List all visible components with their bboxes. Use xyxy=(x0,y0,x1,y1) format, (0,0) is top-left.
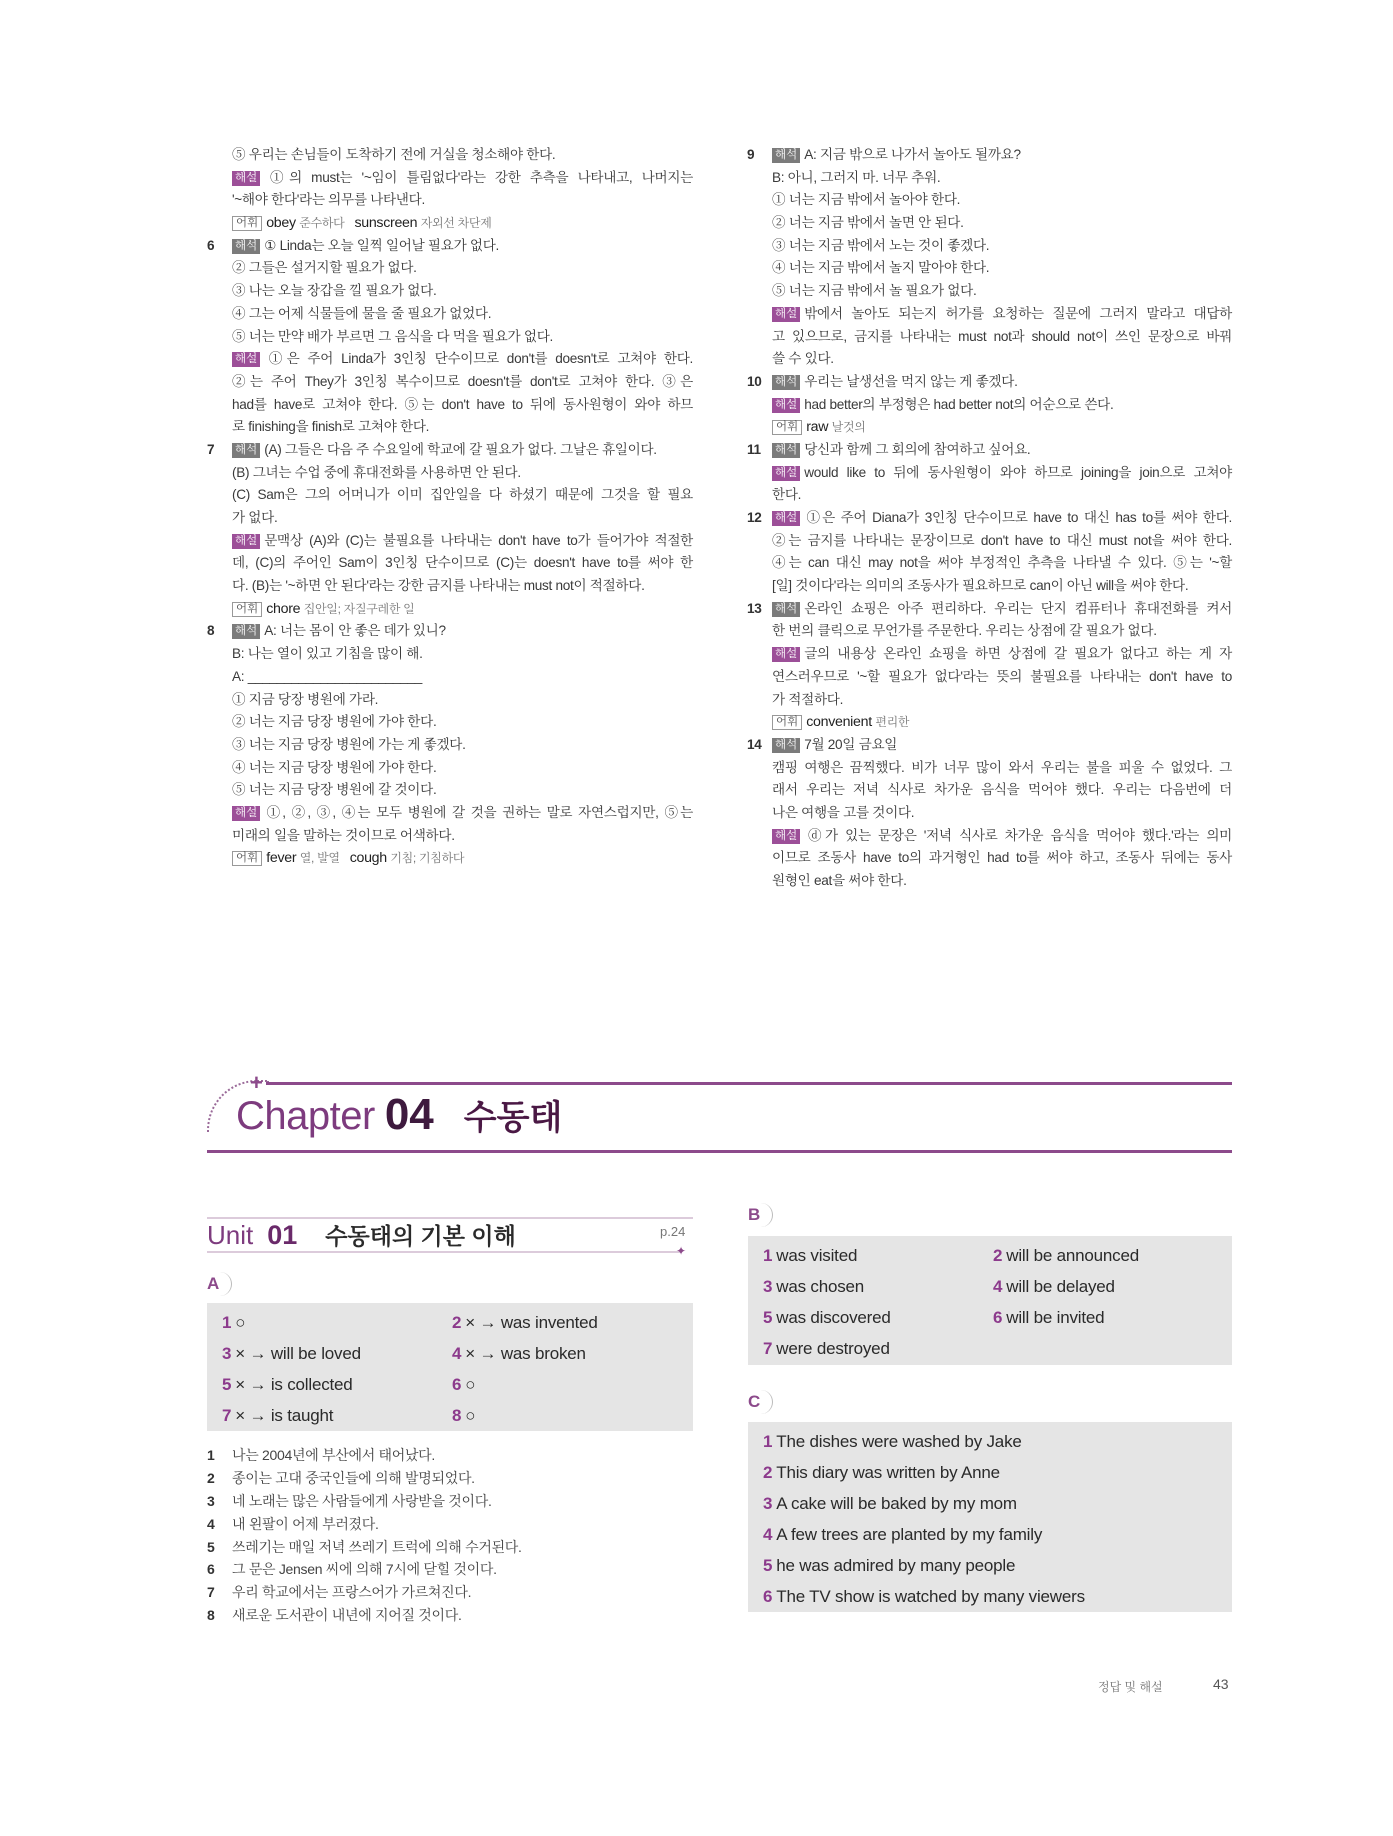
item-number: 7 xyxy=(207,441,215,457)
text-line xyxy=(232,575,693,598)
text-line xyxy=(772,303,1232,326)
text-line xyxy=(232,394,693,417)
text-line xyxy=(207,620,693,643)
answer-text: × → will be loved xyxy=(235,1344,361,1363)
line-text: A: 지금 밖으로 나가서 놀아도 될까요? xyxy=(804,147,1021,162)
line-text: B: 나는 열이 있고 기침을 많이 해. xyxy=(232,646,423,662)
unit-number: 01 xyxy=(267,1220,298,1250)
line-text: ② 너는 지금 당장 병원에 가야 한다. xyxy=(232,714,437,730)
text-line xyxy=(772,870,1232,893)
vocab-meaning: 기침; 기침하다 xyxy=(390,851,465,866)
line-text: ④ 그는 어제 식물들에 물을 줄 필요가 없었다. xyxy=(232,305,492,321)
text-line xyxy=(772,462,1232,485)
vocab-badge: 어휘 xyxy=(232,851,262,866)
line-text: ③ 너는 지금 밖에서 노는 것이 좋겠다. xyxy=(772,237,990,253)
explanation-badge: 해설 xyxy=(772,511,800,526)
text-line xyxy=(747,439,1232,462)
text-line xyxy=(207,439,693,462)
answer-text: × → is collected xyxy=(235,1375,353,1394)
line-text: '~해야 한다'라는 의무를 나타낸다. xyxy=(232,192,425,208)
translation-number: 4 xyxy=(207,1515,215,1532)
answer-text: were destroyed xyxy=(776,1339,890,1358)
answer-item xyxy=(222,1369,353,1400)
answer-text: will be delayed xyxy=(1006,1277,1115,1296)
vocab-word: fever xyxy=(266,850,297,867)
answer-number: 1 xyxy=(222,1313,232,1332)
answer-item xyxy=(993,1271,1115,1302)
chapter-word: Chapter xyxy=(236,1094,375,1138)
vocab-word: convenient xyxy=(806,714,872,731)
explanation-badge: 해설 xyxy=(772,829,800,844)
text-line xyxy=(772,416,1232,439)
item-number: 6 xyxy=(207,237,215,253)
unit-title xyxy=(207,1219,516,1251)
answer-number: 4 xyxy=(993,1277,1003,1296)
answer-item xyxy=(763,1581,1085,1612)
translation-badge: 해석 xyxy=(772,738,800,753)
translation-number: 5 xyxy=(207,1538,215,1555)
text-line xyxy=(772,643,1232,666)
line-text: ② 그들은 설거지할 필요가 없다. xyxy=(232,260,417,276)
chapter-name: 수동태 xyxy=(463,1099,563,1137)
text-line xyxy=(232,484,693,507)
answer-number: 1 xyxy=(763,1246,773,1265)
translation-number: 1 xyxy=(207,1447,215,1463)
text-line xyxy=(232,303,693,326)
text-line xyxy=(772,348,1232,371)
answer-text: × → was invented xyxy=(465,1313,598,1332)
line-text: ⑤ 우리는 손님들이 도착하기 전에 거실을 청소해야 한다. xyxy=(232,147,556,162)
answer-text: A few trees are planted by my family xyxy=(776,1525,1043,1544)
translation-text: 내 왼팔이 어제 부러졌다. xyxy=(232,1515,379,1532)
translation-text: 네 노래는 많은 사람들에게 사랑받을 것이다. xyxy=(232,1492,492,1509)
right-answer-column xyxy=(747,144,1232,893)
vocab-word: sunscreen xyxy=(354,215,418,232)
vocab-badge: 어휘 xyxy=(232,602,262,617)
translation-item xyxy=(207,1490,522,1513)
text-line xyxy=(747,371,1232,394)
text-line xyxy=(772,666,1232,689)
line-text: A: ________________________ xyxy=(232,668,422,684)
answer-text: The TV show is watched by many viewers xyxy=(776,1587,1085,1606)
section-c-label: C xyxy=(748,1390,773,1414)
answer-item xyxy=(452,1369,475,1400)
text-line xyxy=(772,689,1232,712)
item-number: 11 xyxy=(747,441,761,457)
answer-number: 3 xyxy=(222,1344,232,1363)
text-line xyxy=(232,552,693,575)
line-text: ① Linda는 오늘 일찍 일어날 필요가 없다. xyxy=(264,237,500,253)
answer-text: ○ xyxy=(235,1313,246,1332)
section-a-translations xyxy=(207,1444,522,1627)
translation-text: 쓰레기는 매일 저녁 쓰레기 트럭에 의해 수거된다. xyxy=(232,1538,522,1555)
text-line xyxy=(232,734,693,757)
line-text: A: 너는 몸이 안 좋은 데가 있니? xyxy=(264,623,446,639)
chapter-bottom-rule xyxy=(207,1150,1232,1153)
vocab-badge: 어휘 xyxy=(232,216,262,231)
text-line xyxy=(232,757,693,780)
text-line xyxy=(232,257,693,280)
line-text: 한다. xyxy=(772,487,802,503)
footer-label: 정답 및 해설 xyxy=(1098,1680,1163,1694)
answer-text: × → was broken xyxy=(465,1344,586,1363)
translation-item xyxy=(207,1467,522,1490)
line-text: (C) Sam은 그의 어머니가 이미 집안일을 다 하셨기 때문에 그것을 할 필요 xyxy=(232,487,693,503)
line-text: 미래의 일을 말하는 것이므로 어색하다. xyxy=(232,827,455,843)
line-text: 우리는 날생선을 먹지 않는 게 좋겠다. xyxy=(804,373,1018,389)
text-line xyxy=(772,757,1232,780)
text-line xyxy=(232,847,693,870)
line-text: ④ 너는 지금 밖에서 놀지 말아야 한다. xyxy=(772,260,990,276)
line-text: ④는 can 대신 may not을 써야 부정적인 추측을 나타낼 수 있다. ⑤는 '~할 xyxy=(772,555,1232,571)
text-line xyxy=(207,235,693,258)
text-line xyxy=(747,144,1232,167)
answer-number: 3 xyxy=(763,1494,773,1513)
answer-item xyxy=(222,1400,333,1431)
line-text: had를 have로 고쳐야 한다. ⑤는 don't have to 뒤에 동사원형이 와야 하므 xyxy=(232,396,693,412)
line-text: ①은 주어 Diana가 3인칭 단수이므로 have to 대신 has to를 써야 한다. xyxy=(804,510,1232,525)
answer-number: 1 xyxy=(763,1432,773,1451)
text-line xyxy=(772,711,1232,734)
translation-item xyxy=(207,1444,522,1467)
line-text: would like to 뒤에 동사원형이 와야 하므로 joining을 join으로 고쳐야 xyxy=(804,464,1232,480)
line-text: 로 finishing을 finish로 고쳐야 한다. xyxy=(232,419,430,435)
vocab-word: obey xyxy=(266,215,296,232)
line-text: ①, ②, ③, ④는 모두 병원에 갈 것을 권하는 말로 자연스럽지만, ⑤는 xyxy=(264,804,693,820)
section-b-answer-box xyxy=(748,1236,1232,1365)
line-text: ⑤ 너는 만약 배가 부르면 그 음식을 다 먹을 필요가 없다. xyxy=(232,328,553,344)
section-c-answer-box xyxy=(748,1422,1232,1612)
text-line xyxy=(232,666,693,689)
text-line xyxy=(772,189,1232,212)
text-line xyxy=(772,257,1232,280)
item-number: 8 xyxy=(207,623,215,639)
explanation-badge: 해설 xyxy=(232,352,260,367)
section-a-label: A xyxy=(207,1272,232,1296)
line-text: 가 없다. xyxy=(232,510,278,525)
translation-text: 종이는 고대 중국인들에 의해 발명되었다. xyxy=(232,1469,475,1486)
answer-item xyxy=(993,1302,1104,1333)
answer-item xyxy=(222,1307,245,1338)
translation-item xyxy=(207,1558,522,1581)
text-line xyxy=(232,167,693,190)
chapter-number: 04 xyxy=(384,1090,434,1139)
answer-text: was discovered xyxy=(776,1308,891,1327)
text-line xyxy=(772,280,1232,303)
translation-text: 우리 학교에서는 프랑스어가 가르쳐진다. xyxy=(232,1584,472,1601)
vocab-badge: 어휘 xyxy=(772,715,802,730)
text-line xyxy=(772,552,1232,575)
translation-badge: 해석 xyxy=(232,624,260,639)
line-text: (B) 그녀는 수업 중에 휴대전화를 사용하면 안 된다. xyxy=(232,464,521,480)
unit-page-ref: p.24 xyxy=(660,1224,686,1239)
line-text: ⑤ 너는 지금 밖에서 놀 필요가 없다. xyxy=(772,283,977,299)
answer-item xyxy=(763,1426,1022,1457)
line-text: 글의 내용상 온라인 쇼핑을 하면 상점에 갈 필요가 없다고 하는 게 자 xyxy=(804,646,1232,662)
vocab-meaning: 준수하다 xyxy=(299,216,345,231)
line-text: ① 너는 지금 밖에서 놀아야 한다. xyxy=(772,192,961,208)
text-line xyxy=(772,212,1232,235)
answer-item xyxy=(763,1488,1017,1519)
answer-number: 2 xyxy=(452,1313,462,1332)
item-number: 13 xyxy=(747,600,762,616)
translation-item xyxy=(207,1604,522,1627)
answer-text: was chosen xyxy=(776,1277,865,1296)
line-text: 이므로 조동사 have to의 과거형인 had to를 써야 하고, 조동사 뒤에는 동사 xyxy=(772,850,1232,866)
explanation-badge: 해설 xyxy=(772,466,800,481)
translation-badge: 해석 xyxy=(232,443,260,458)
line-text: ② 너는 지금 밖에서 놀면 안 된다. xyxy=(772,215,964,231)
line-text: 가 적절하다. xyxy=(772,691,844,707)
answer-text: was visited xyxy=(776,1246,858,1265)
item-number: 14 xyxy=(747,736,762,752)
answer-number: 5 xyxy=(763,1556,773,1575)
answer-item xyxy=(763,1271,864,1302)
text-line xyxy=(232,643,693,666)
answer-number: 4 xyxy=(763,1525,773,1544)
translation-text: 나는 2004년에 부산에서 태어났다. xyxy=(232,1447,435,1463)
line-text: 밖에서 놀아도 되는지 허가를 요청하는 질문에 그러지 말라고 대답하 xyxy=(804,305,1232,321)
text-line xyxy=(232,189,693,212)
answer-number: 3 xyxy=(763,1277,773,1296)
answer-number: 7 xyxy=(222,1406,232,1425)
answer-text: × → is taught xyxy=(235,1406,334,1425)
line-text: 래서 우리는 저녁 식사로 차가운 음식을 먹어야 했다. 우리는 다음번에 더 xyxy=(772,782,1232,798)
vocab-meaning: 자외선 차단제 xyxy=(420,216,492,231)
text-line xyxy=(232,507,693,530)
answer-item xyxy=(763,1333,890,1364)
answer-text: This diary was written by Anne xyxy=(776,1463,1000,1482)
translation-number: 8 xyxy=(207,1607,215,1624)
line-text: ②는 주어 They가 3인칭 복수이므로 doesn't를 don't로 고쳐야 한다. ③은 xyxy=(232,373,693,389)
translation-number: 6 xyxy=(207,1561,215,1578)
line-text: ⓓ가 있는 문장은 '저녁 식사로 차가운 음식을 먹어야 했다.'라는 의미 xyxy=(804,827,1232,843)
answer-number: 7 xyxy=(763,1339,773,1358)
text-line xyxy=(232,530,693,553)
answer-text: ○ xyxy=(465,1375,476,1394)
text-line xyxy=(772,484,1232,507)
answer-number: 5 xyxy=(763,1308,773,1327)
text-line xyxy=(232,779,693,802)
line-text: 원형인 eat을 써야 한다. xyxy=(772,873,907,888)
explanation-badge: 해설 xyxy=(232,171,260,186)
line-text: B: 아니, 그러지 마. 너무 추워. xyxy=(772,169,941,185)
text-line xyxy=(772,326,1232,349)
line-text: 데, (C)의 주어인 Sam이 3인칭 단수이므로 (C)는 doesn't have to를 써야 한 xyxy=(232,555,693,571)
answer-text: will be announced xyxy=(1006,1246,1139,1265)
section-b-label: B xyxy=(748,1203,773,1227)
text-line xyxy=(772,802,1232,825)
text-line xyxy=(772,530,1232,553)
line-text: 문맥상 (A)와 (C)는 불필요를 나타내는 don't have to가 들어가야 적절한 xyxy=(264,532,693,548)
answer-item xyxy=(222,1338,361,1369)
text-line xyxy=(772,235,1232,258)
text-line xyxy=(747,507,1232,530)
translation-number: 7 xyxy=(207,1584,215,1601)
chapter-top-rule xyxy=(266,1082,1232,1085)
unit-word: Unit xyxy=(207,1220,254,1250)
vocab-word: chore xyxy=(266,600,301,617)
text-line xyxy=(232,348,693,371)
line-text: 당신과 함께 그 회의에 참여하고 싶어요. xyxy=(804,441,1031,457)
text-line xyxy=(747,598,1232,621)
text-line xyxy=(772,779,1232,802)
answer-number: 6 xyxy=(763,1587,773,1606)
text-line xyxy=(772,167,1232,190)
text-line xyxy=(772,394,1232,417)
answer-text: The dishes were washed by Jake xyxy=(776,1432,1022,1451)
answer-item xyxy=(452,1400,475,1431)
chapter-title xyxy=(236,1090,562,1140)
vocab-meaning: 집안일; 자질구레한 일 xyxy=(303,601,415,616)
vocab-meaning: 열, 발열 xyxy=(299,851,340,866)
text-line xyxy=(747,734,1232,757)
item-number: 12 xyxy=(747,510,762,525)
vocab-word: cough xyxy=(349,850,387,867)
line-text: 쓸 수 있다. xyxy=(772,351,834,367)
text-line xyxy=(232,462,693,485)
answer-item xyxy=(763,1240,857,1271)
translation-number: 3 xyxy=(207,1492,215,1509)
section-a-answer-box xyxy=(207,1303,693,1431)
answer-number: 2 xyxy=(763,1463,773,1482)
answer-number: 6 xyxy=(452,1375,462,1394)
line-text: (A) 그들은 다음 주 수요일에 학교에 갈 필요가 없다. 그날은 휴일이다. xyxy=(264,441,657,457)
answer-item xyxy=(452,1307,598,1338)
explanation-badge: 해설 xyxy=(772,307,800,322)
text-line xyxy=(232,212,693,235)
answer-item xyxy=(763,1550,1015,1581)
line-text: had better의 부정형은 had better not의 어순으로 쓴다. xyxy=(804,396,1114,412)
translation-badge: 해석 xyxy=(772,375,800,390)
vocab-meaning: 날것의 xyxy=(831,420,866,435)
text-line xyxy=(232,144,693,167)
translation-badge: 해석 xyxy=(772,148,800,163)
answer-text: will be invited xyxy=(1006,1308,1105,1327)
line-text: 나은 여행을 고를 것이다. xyxy=(772,804,915,820)
text-line xyxy=(772,620,1232,643)
translation-badge: 해석 xyxy=(772,602,800,617)
answer-number: 6 xyxy=(993,1308,1003,1327)
plus-icon: + xyxy=(250,1070,263,1095)
answer-text: A cake will be baked by my mom xyxy=(776,1494,1017,1513)
line-text: 7월 20일 금요일 xyxy=(804,736,898,752)
left-answer-column xyxy=(207,144,693,870)
unit-name: 수동태의 기본 이해 xyxy=(325,1223,516,1249)
answer-item xyxy=(763,1457,1000,1488)
text-line xyxy=(772,825,1232,848)
explanation-badge: 해설 xyxy=(772,398,800,413)
explanation-badge: 해설 xyxy=(232,806,260,821)
line-text: [일] 것이다'라는 의미의 조동사가 필요하므로 can이 아닌 will을 써야 한다. xyxy=(772,578,1189,594)
item-number: 9 xyxy=(747,147,755,162)
translation-item xyxy=(207,1513,522,1536)
translation-badge: 해석 xyxy=(232,239,260,254)
translation-number: 2 xyxy=(207,1469,215,1486)
text-line xyxy=(772,575,1232,598)
line-text: ①은 주어 Linda가 3인칭 단수이므로 don't를 doesn't로 고쳐야 한다. xyxy=(264,351,693,367)
line-text: 다. (B)는 '~하면 안 된다'라는 강한 금지를 나타내는 must not이 적절하다. xyxy=(232,578,645,594)
answer-number: 2 xyxy=(993,1246,1003,1265)
text-line xyxy=(232,326,693,349)
answer-item xyxy=(763,1302,891,1333)
text-line xyxy=(232,689,693,712)
answer-item xyxy=(452,1338,586,1369)
text-line xyxy=(232,598,693,621)
line-text: 온라인 쇼핑은 아주 편리하다. 우리는 단지 컴퓨터나 휴대전화를 켜서 xyxy=(804,600,1232,616)
answer-item xyxy=(993,1240,1139,1271)
answer-number: 4 xyxy=(452,1344,462,1363)
page-number: 43 xyxy=(1213,1676,1229,1692)
line-text: 연스러우므로 '~할 필요가 없다'라는 뜻의 불필요를 나타내는 don't have to xyxy=(772,668,1232,684)
answer-item xyxy=(763,1519,1042,1550)
text-line xyxy=(232,711,693,734)
vocab-word: raw xyxy=(806,419,829,436)
text-line xyxy=(232,371,693,394)
line-text: ⑤ 너는 지금 당장 병원에 갈 것이다. xyxy=(232,782,437,798)
answer-number: 8 xyxy=(452,1406,462,1425)
plus-icon: ✦ xyxy=(676,1244,687,1258)
text-line xyxy=(232,416,693,439)
line-text: 캠핑 여행은 끔찍했다. 비가 너무 많이 와서 우리는 불을 피울 수 없었다. 그 xyxy=(772,759,1232,775)
answer-text: ○ xyxy=(465,1406,476,1425)
translation-text: 새로운 도서관이 내년에 지어질 것이다. xyxy=(232,1607,462,1624)
text-line xyxy=(232,802,693,825)
line-text: ③ 나는 오늘 장갑을 낄 필요가 없다. xyxy=(232,283,437,299)
answer-text: he was admired by many people xyxy=(776,1556,1016,1575)
translation-text: 그 문은 Jensen 씨에 의해 7시에 닫힐 것이다. xyxy=(232,1561,497,1578)
line-text: 고 있으므로, 금지를 나타내는 must not과 should not이 쓰인 문장으로 바꿔 xyxy=(772,328,1232,344)
line-text: ④ 너는 지금 당장 병원에 가야 한다. xyxy=(232,759,437,775)
unit-bottom-rule xyxy=(207,1251,681,1253)
explanation-badge: 해설 xyxy=(232,534,260,549)
line-text: ②는 금지를 나타내는 문장이므로 don't have to 대신 must not을 써야 한다. xyxy=(772,532,1232,548)
line-text: ③ 너는 지금 당장 병원에 가는 게 좋겠다. xyxy=(232,736,466,752)
item-number: 10 xyxy=(747,373,762,389)
explanation-badge: 해설 xyxy=(772,647,800,662)
text-line xyxy=(772,847,1232,870)
vocab-meaning: 편리한 xyxy=(875,715,910,730)
text-line xyxy=(232,825,693,848)
line-text: ① 지금 당장 병원에 가라. xyxy=(232,691,379,707)
line-text: 한 번의 클릭으로 무언가를 주문한다. 우리는 상점에 갈 필요가 없다. xyxy=(772,623,1157,639)
translation-item xyxy=(207,1536,522,1559)
text-line xyxy=(232,280,693,303)
translation-badge: 해석 xyxy=(772,443,800,458)
translation-item xyxy=(207,1581,522,1604)
line-text: ①의 must는 '~임이 틀림없다'라는 강한 추측을 나타내고, 나머지는 xyxy=(264,169,693,185)
vocab-badge: 어휘 xyxy=(772,420,802,435)
answer-number: 5 xyxy=(222,1375,232,1394)
